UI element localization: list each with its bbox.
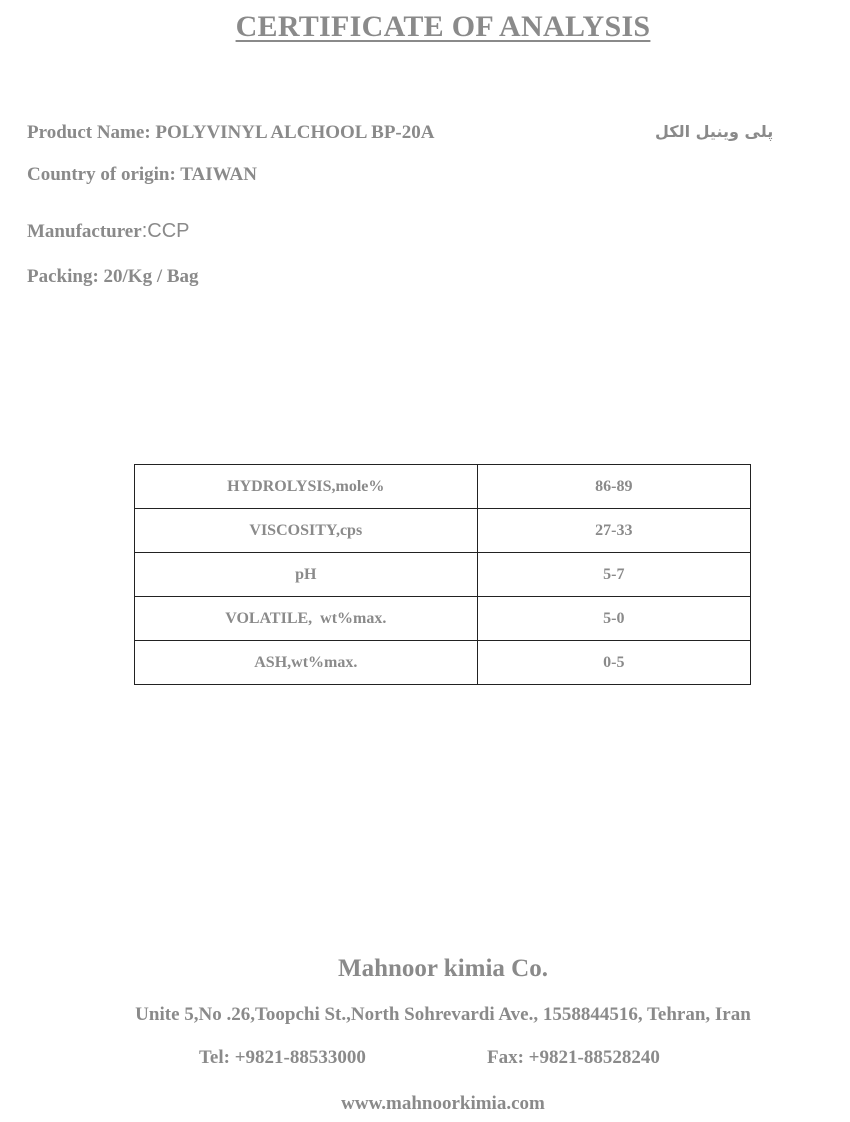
table-row xyxy=(135,553,751,597)
spec-value: 27-33 xyxy=(477,509,750,553)
company-name: Mahnoor kimia Co. xyxy=(338,955,548,982)
spec-property: pH xyxy=(135,553,478,597)
table-row xyxy=(135,465,751,509)
spec-property: ASH,wt%max. xyxy=(135,641,478,685)
document-title: CERTIFICATE OF ANALYSIS xyxy=(235,10,651,43)
spec-value: 0-5 xyxy=(477,641,750,685)
product-name-value: POLYVINYL ALCHOOL BP-20A xyxy=(155,122,435,143)
table-row xyxy=(135,509,751,553)
packing-label: Packing: xyxy=(27,266,99,287)
manufacturer-label: Manufacturer xyxy=(27,221,142,242)
country-of-origin-value: TAIWAN xyxy=(180,164,257,185)
spec-value: 5-0 xyxy=(477,597,750,641)
table-row xyxy=(135,641,751,685)
product-name-line xyxy=(27,122,434,144)
website-link[interactable]: www.mahnoorkimia.com xyxy=(341,1093,545,1114)
spec-value: 86-89 xyxy=(477,465,750,509)
packing-line xyxy=(27,266,199,288)
telephone-number: Tel: +9821-88533000 xyxy=(199,1047,366,1068)
spec-value: 5-7 xyxy=(477,553,750,597)
table-row xyxy=(135,597,751,641)
country-of-origin-line xyxy=(27,164,257,186)
specifications-table xyxy=(134,464,751,685)
product-name-arabic: پلی وینیل الکل xyxy=(655,122,774,141)
fax-number: Fax: +9821-88528240 xyxy=(487,1047,660,1068)
manufacturer-value: :CCP xyxy=(141,220,190,242)
packing-value: 20/Kg / Bag xyxy=(103,266,199,287)
spec-property: HYDROLYSIS,mole% xyxy=(135,465,478,509)
country-of-origin-label: Country of origin: xyxy=(27,164,176,185)
manufacturer-line xyxy=(27,220,189,243)
spec-property: VOLATILE, wt%max. xyxy=(135,597,478,641)
spec-property: VISCOSITY,cps xyxy=(135,509,478,553)
product-name-label: Product Name: xyxy=(27,122,151,143)
company-address: Unite 5,No .26,Toopchi St.,North Sohrevardi Ave., 1558844516, Tehran, Iran xyxy=(135,1004,751,1025)
